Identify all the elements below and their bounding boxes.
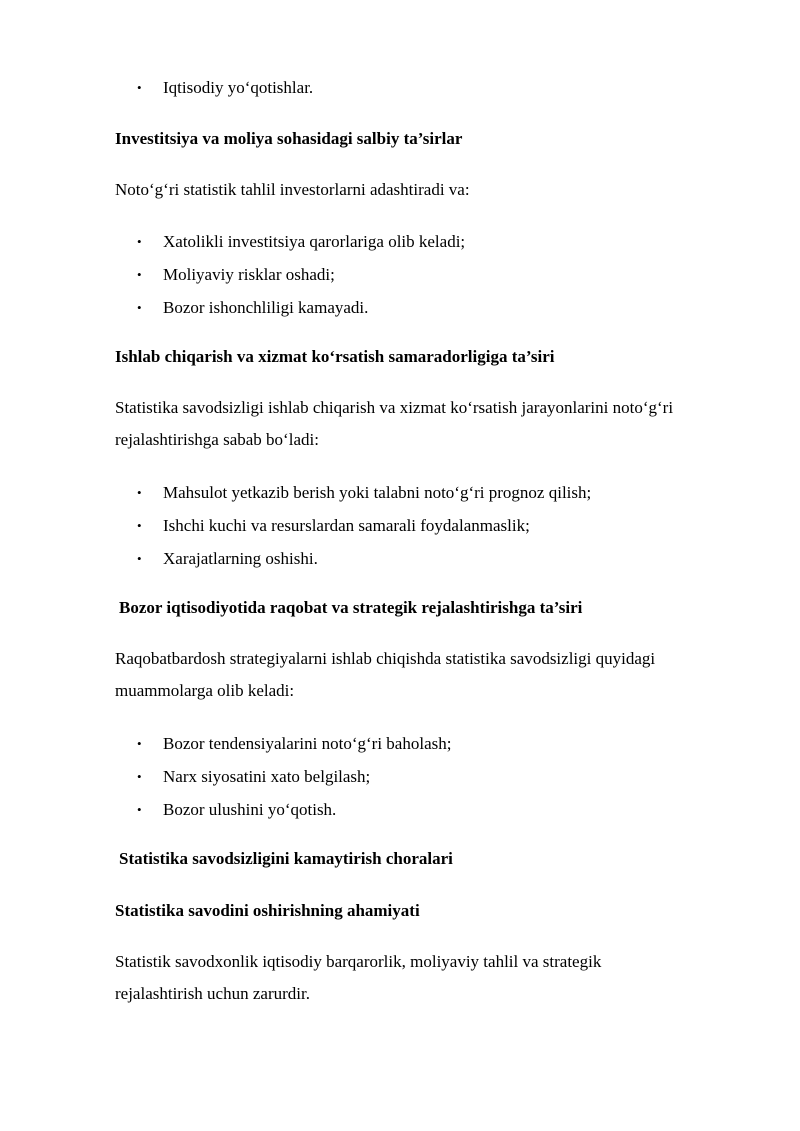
list-item: • Mahsulot yetkazib berish yoki talabni noto‘g‘ri prognoz qilish; bbox=[0, 476, 800, 509]
bullet-icon: • bbox=[137, 80, 142, 95]
bullet-icon: • bbox=[137, 300, 142, 315]
list-item: • Xatolikli investitsiya qarorlariga olib keladi; bbox=[0, 225, 800, 258]
bullet-icon: • bbox=[137, 769, 142, 784]
bullet-icon: • bbox=[137, 267, 142, 282]
list-item: • Iqtisodiy yo‘qotishlar. bbox=[0, 71, 800, 104]
list-item: • Xarajatlarning oshishi. bbox=[0, 542, 800, 575]
bullet-icon: • bbox=[137, 551, 142, 566]
list-item: • Bozor ulushini yo‘qotish. bbox=[0, 793, 800, 826]
bullet-icon: • bbox=[137, 485, 142, 500]
paragraph-line: muammolarga olib keladi: bbox=[115, 681, 295, 700]
paragraph-line: rejalashtirish uchun zarurdir. bbox=[115, 984, 310, 1003]
paragraph-line: rejalashtirishga sabab bo‘ladi: bbox=[115, 430, 319, 449]
section-heading: Statistika savodsizligini kamaytirish choralari bbox=[119, 849, 453, 868]
paragraph-line: Statistik savodxonlik iqtisodiy barqarorlik, moliyaviy tahlil va strategik bbox=[115, 952, 602, 971]
list-item: • Ishchi kuchi va resurslardan samarali foydalanmaslik; bbox=[0, 509, 800, 542]
bullet-icon: • bbox=[137, 234, 142, 249]
section-heading: Ishlab chiqarish va xizmat ko‘rsatish samaradorligiga ta’siri bbox=[115, 347, 555, 366]
paragraph-line: Raqobatbardosh strategiyalarni ishlab chiqishda statistika savodsizligi quyidagi bbox=[115, 649, 656, 668]
section-heading: Bozor iqtisodiyotida raqobat va strategik rejalashtirishga ta’siri bbox=[119, 598, 583, 617]
list-item: • Bozor tendensiyalarini noto‘g‘ri baholash; bbox=[0, 727, 800, 760]
paragraph-line: Statistika savodsizligi ishlab chiqarish va xizmat ko‘rsatish jarayonlarini noto‘g‘ri bbox=[115, 398, 674, 417]
subsection-heading: Statistika savodini oshirishning ahamiyati bbox=[115, 901, 420, 920]
section-heading: Investitsiya va moliya sohasidagi salbiy ta’sirlar bbox=[115, 129, 463, 148]
list-item: • Moliyaviy risklar oshadi; bbox=[0, 258, 800, 291]
bullet-icon: • bbox=[137, 736, 142, 751]
list-item: • Bozor ishonchliligi kamayadi. bbox=[0, 291, 800, 324]
list-item: • Narx siyosatini xato belgilash; bbox=[0, 760, 800, 793]
bullet-icon: • bbox=[137, 518, 142, 533]
bullet-icon: • bbox=[137, 802, 142, 817]
paragraph: Noto‘g‘ri statistik tahlil investorlarni adashtiradi va: bbox=[115, 180, 470, 199]
